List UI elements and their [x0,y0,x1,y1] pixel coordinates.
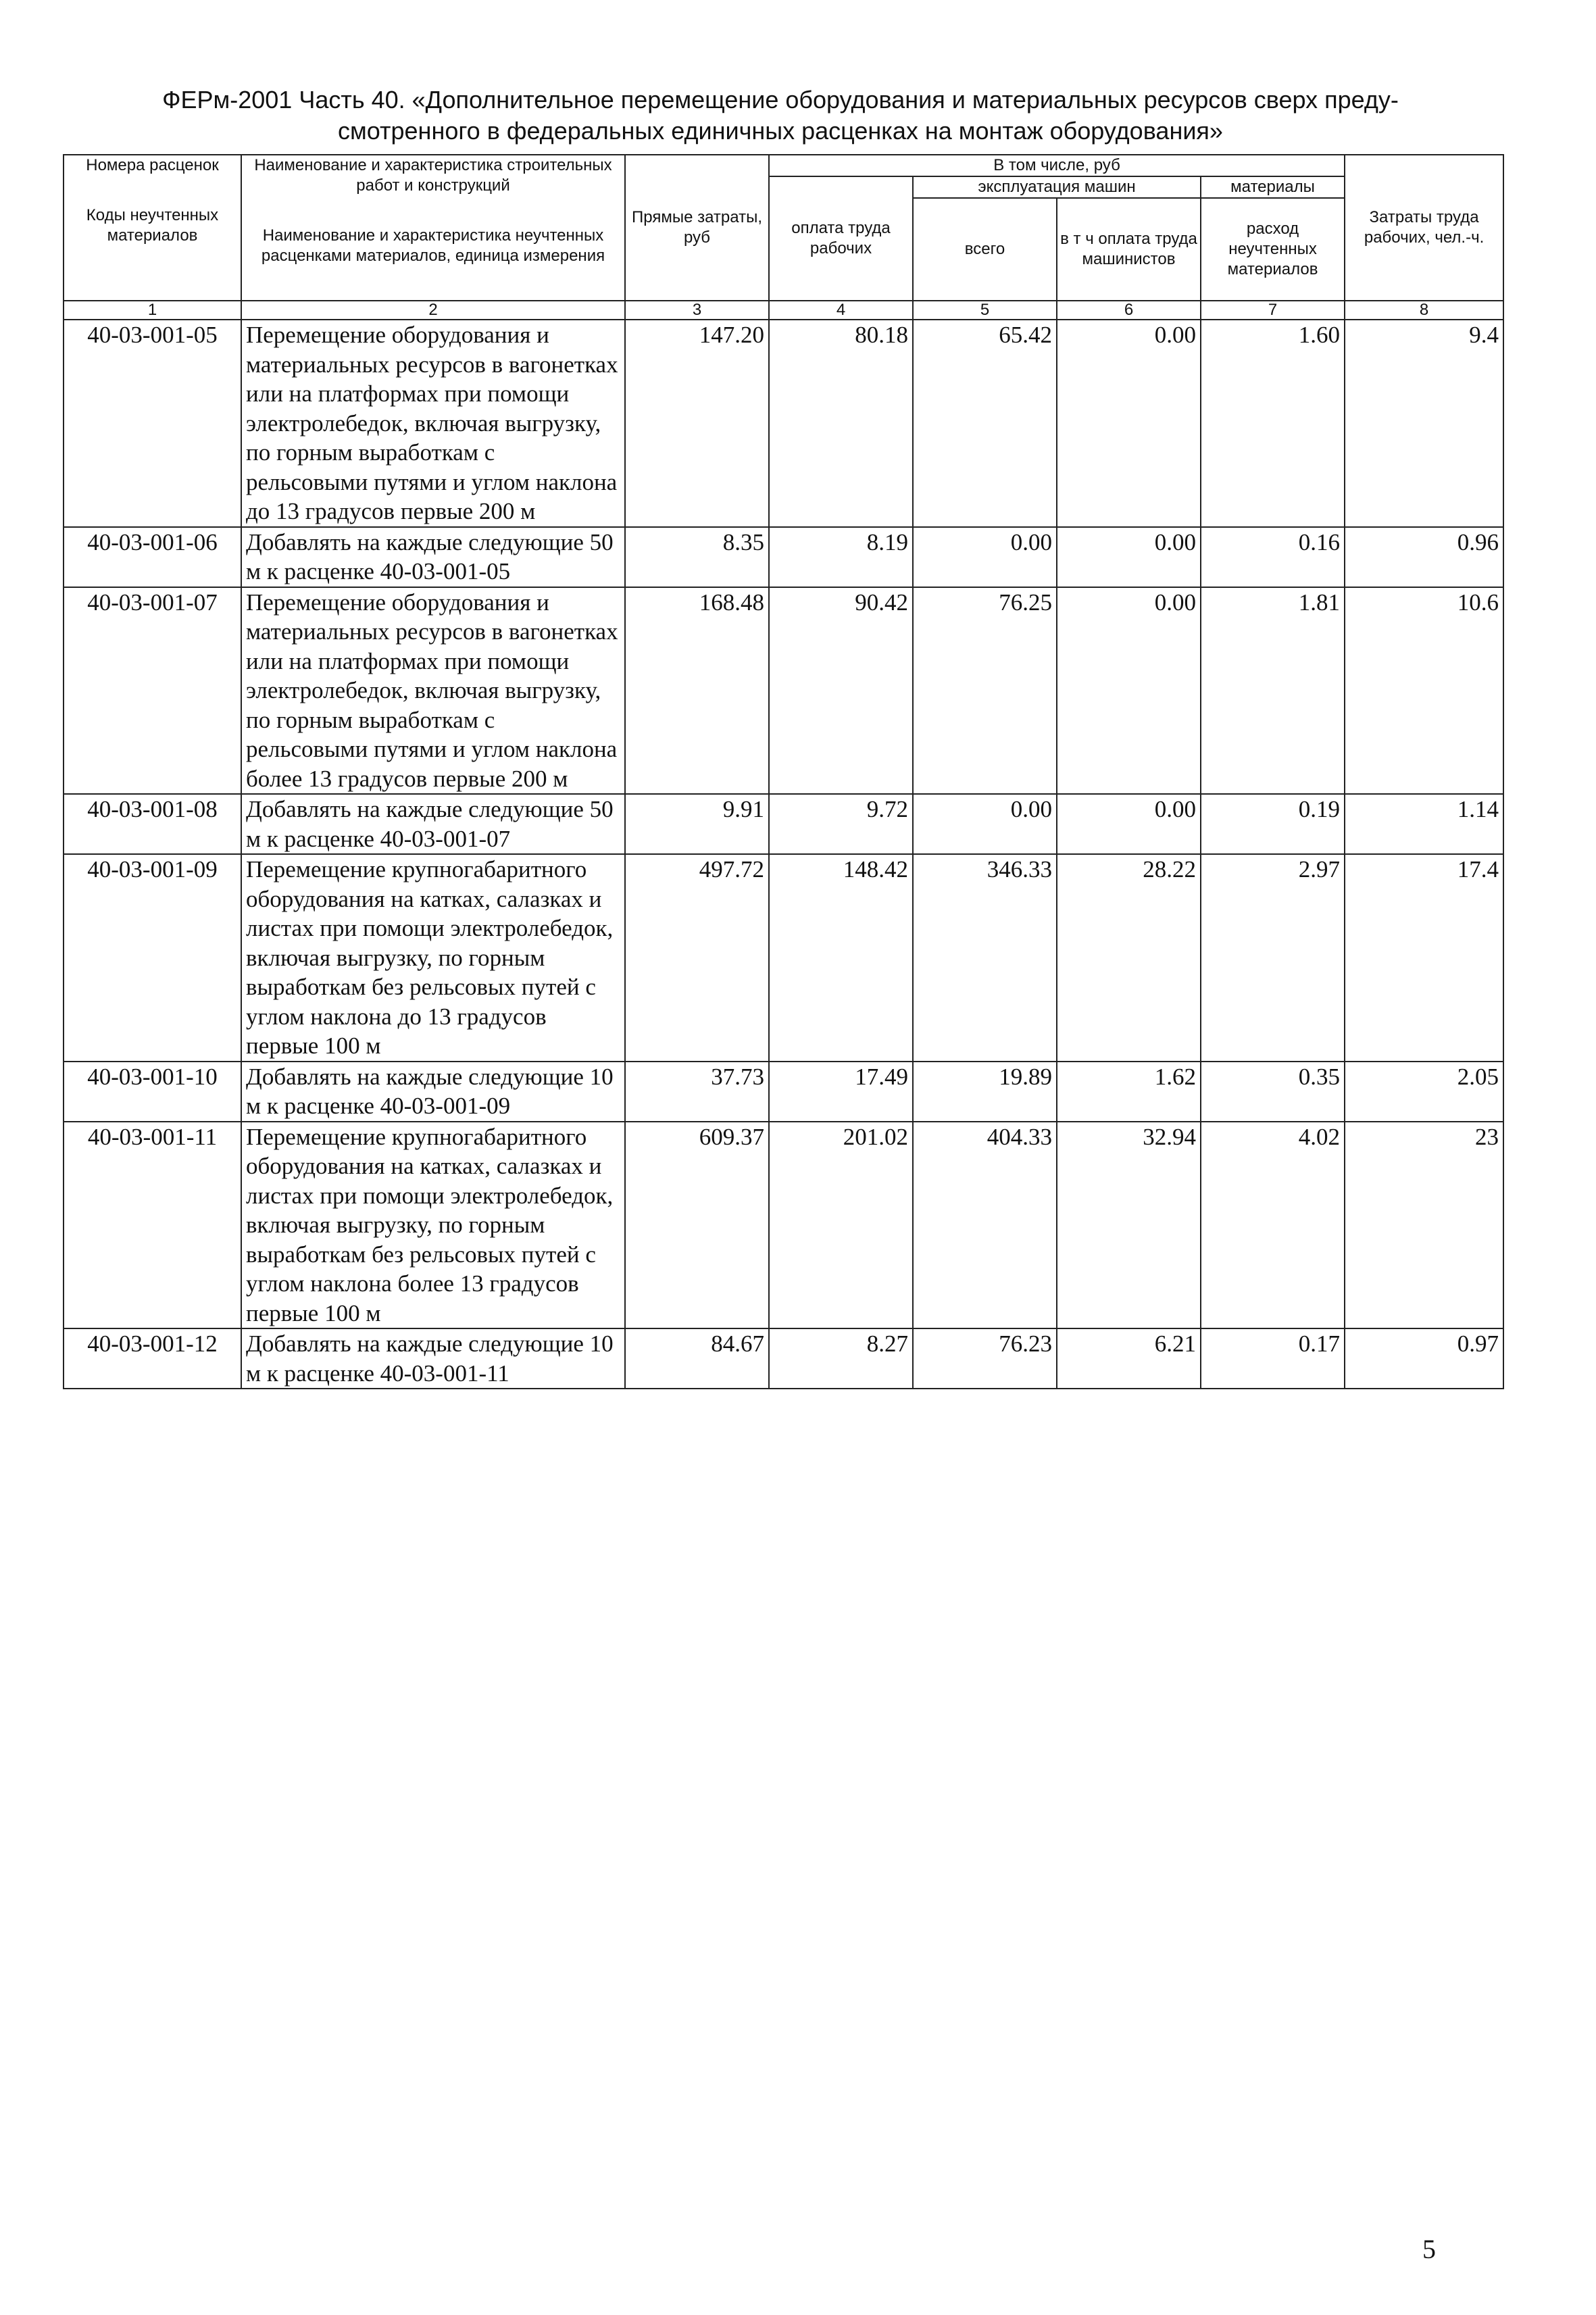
workers-pay: 201.02 [769,1122,913,1329]
rate-name: Перемещение крупногабаритного оборудования на катках, салазках и листах при помощи электролебедок, включая выгрузку, по горным выработкам без рельсовых путей с углом наклона до 13 градусов первые 100 м [241,854,625,1062]
page-header [101,84,1460,147]
materials: 0.16 [1201,527,1345,587]
column-number: 7 [1201,301,1345,320]
machinists-pay: 0.00 [1057,527,1201,587]
table-row [64,587,1503,795]
labor-hours: 23 [1345,1122,1503,1329]
machinists-pay: 28.22 [1057,854,1201,1062]
machinists-pay: 1.62 [1057,1062,1201,1122]
rate-name: Перемещение оборудования и материальных ресурсов в вагонетках или на платформах при помощи электролебедок, включая выгрузку, по горным выработкам с рельсовыми путями и углом наклона до 13 градусов первые 200 м [241,320,625,527]
table-row [64,1062,1503,1122]
rate-name: Добавлять на каждые следующие 10 м к расценке 40-03-001-09 [241,1062,625,1122]
header-line-1: ФЕРм-2001 Часть 40. «Дополнительное перемещение оборудования и материальных ресурсов сверх преду- [162,86,1399,114]
rate-code: 40-03-001-12 [64,1328,241,1389]
labor-hours: 9.4 [1345,320,1503,527]
table-row [64,527,1503,587]
materials: 0.17 [1201,1328,1345,1389]
machinists-pay: 0.00 [1057,320,1201,527]
column-number: 5 [913,301,1057,320]
workers-pay: 9.72 [769,794,913,854]
workers-pay: 8.27 [769,1328,913,1389]
header-names [241,155,625,301]
column-number: 6 [1057,301,1201,320]
table-row [64,1328,1503,1389]
table-row [64,854,1503,1062]
machines-total: 0.00 [913,527,1057,587]
rates-table [63,154,1504,1389]
header-material-codes: Коды неучтенных материалов [86,206,219,245]
machines-total: 76.23 [913,1328,1057,1389]
column-number: 2 [241,301,625,320]
rate-name: Перемещение крупногабаритного оборудования на катках, салазках и листах при помощи электролебедок, включая выгрузку, по горным выработкам без рельсовых путей с углом наклона более 13 градусов первые 100 м [241,1122,625,1329]
header-machines-total: всего [913,198,1057,301]
column-number: 4 [769,301,913,320]
header-line-2: смотренного в федеральных единичных расценках на монтаж оборудования» [338,117,1223,145]
materials: 1.60 [1201,320,1345,527]
table-row [64,794,1503,854]
machines-total: 65.42 [913,320,1057,527]
machinists-pay: 0.00 [1057,794,1201,854]
labor-hours: 10.6 [1345,587,1503,795]
header-codes [64,155,241,301]
column-number: 3 [625,301,769,320]
header-rate-numbers: Номера расценок [86,156,219,174]
materials: 2.97 [1201,854,1345,1062]
machinists-pay: 0.00 [1057,587,1201,795]
header-materials-name: Наименование и характеристика неучтенных расценками материалов, единица измерения [261,226,605,265]
rate-name: Перемещение оборудования и материальных ресурсов в вагонетках или на платформах при помощи электролебедок, включая выгрузку, по горным выработкам с рельсовыми путями и углом наклона более 13 градусов первые 200 м [241,587,625,795]
workers-pay: 8.19 [769,527,913,587]
rate-code: 40-03-001-08 [64,794,241,854]
header-works-name: Наименование и характеристика строительных работ и конструкций [254,156,612,195]
direct-costs: 168.48 [625,587,769,795]
machines-total: 404.33 [913,1122,1057,1329]
machines-total: 76.25 [913,587,1057,795]
header-unaccounted-materials: расход неучтенных материалов [1201,198,1345,301]
header-including: В том числе, руб [769,155,1345,176]
workers-pay: 148.42 [769,854,913,1062]
materials: 0.35 [1201,1062,1345,1122]
header-labor-hours: Затраты труда рабочих, чел.-ч. [1345,155,1503,301]
machines-total: 19.89 [913,1062,1057,1122]
workers-pay: 90.42 [769,587,913,795]
workers-pay: 17.49 [769,1062,913,1122]
page-number: 5 [1422,2234,1436,2264]
labor-hours: 0.96 [1345,527,1503,587]
rate-code: 40-03-001-10 [64,1062,241,1122]
machinists-pay: 32.94 [1057,1122,1201,1329]
rate-code: 40-03-001-05 [64,320,241,527]
rate-code: 40-03-001-09 [64,854,241,1062]
direct-costs: 37.73 [625,1062,769,1122]
header-machinists-pay: в т ч оплата труда машинистов [1057,198,1201,301]
machinists-pay: 6.21 [1057,1328,1201,1389]
direct-costs: 497.72 [625,854,769,1062]
labor-hours: 2.05 [1345,1062,1503,1122]
labor-hours: 1.14 [1345,794,1503,854]
direct-costs: 8.35 [625,527,769,587]
table-row [64,320,1503,527]
header-workers-pay: оплата труда рабочих [769,176,913,301]
direct-costs: 9.91 [625,794,769,854]
header-machines: эксплуатация машин [913,176,1201,198]
materials: 1.81 [1201,587,1345,795]
direct-costs: 147.20 [625,320,769,527]
workers-pay: 80.18 [769,320,913,527]
labor-hours: 0.97 [1345,1328,1503,1389]
rate-code: 40-03-001-07 [64,587,241,795]
rate-code: 40-03-001-06 [64,527,241,587]
labor-hours: 17.4 [1345,854,1503,1062]
direct-costs: 84.67 [625,1328,769,1389]
rate-name: Добавлять на каждые следующие 10 м к расценке 40-03-001-11 [241,1328,625,1389]
machines-total: 346.33 [913,854,1057,1062]
materials: 4.02 [1201,1122,1345,1329]
header-materials: материалы [1201,176,1345,198]
machines-total: 0.00 [913,794,1057,854]
column-number: 8 [1345,301,1503,320]
column-number: 1 [64,301,241,320]
header-direct-costs: Прямые затраты, руб [625,155,769,301]
table-row [64,1122,1503,1329]
rate-code: 40-03-001-11 [64,1122,241,1329]
rate-name: Добавлять на каждые следующие 50 м к расценке 40-03-001-07 [241,794,625,854]
materials: 0.19 [1201,794,1345,854]
rate-name: Добавлять на каждые следующие 50 м к расценке 40-03-001-05 [241,527,625,587]
direct-costs: 609.37 [625,1122,769,1329]
